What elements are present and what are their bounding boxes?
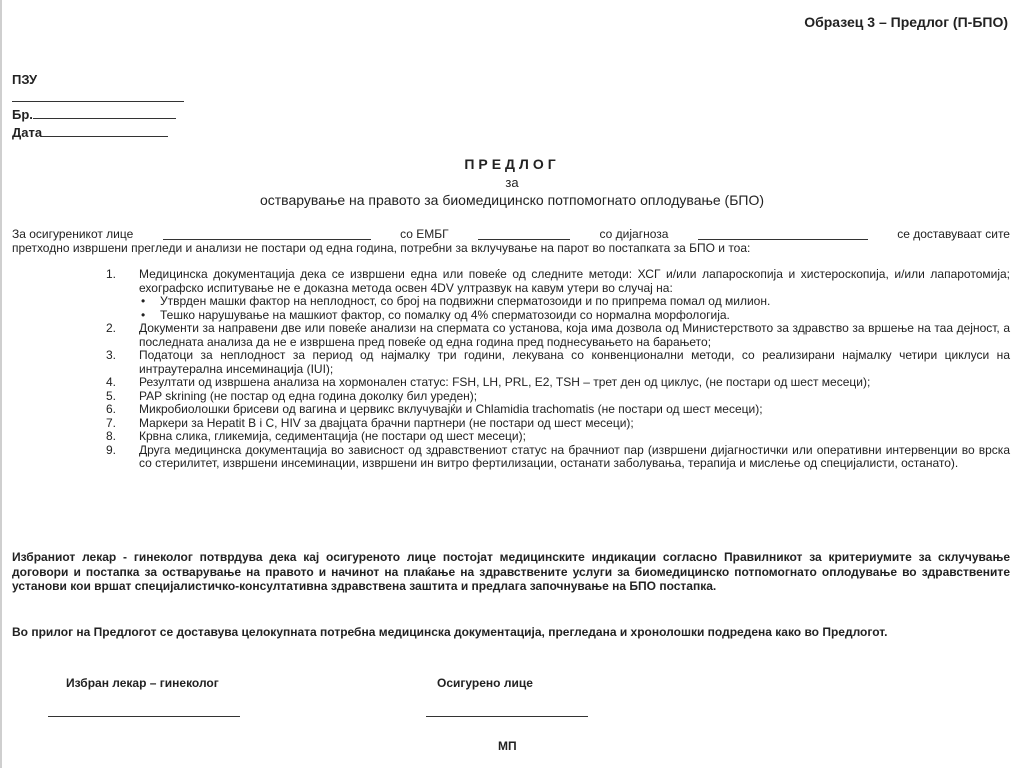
sub-item-text: Тешко нарушување на машкиот фактор, со помалку од 4% сперматозоиди со нормална морфологија. — [160, 307, 730, 322]
list-item — [106, 349, 1010, 376]
intro-second-line: претходно извршени прегледи и анализи не постари од една година, потребни за вклучување на парот во постапката за БПО и тоа: — [12, 241, 751, 255]
intro-part-1: За осигуреникот лице — [12, 227, 134, 241]
list-item — [106, 444, 1010, 471]
item-text: Медицинска документација дека се извршени една или повеќе од следните методи: ХСГ и/или лапароскопија и хистероскопија, и/или лапаротомија; ехографско испитување не е доказна метода освен 4DV ултразвук на кавум утери во случај на: — [139, 267, 1010, 295]
sub-list-item — [139, 295, 1010, 309]
title-for: за — [505, 175, 519, 190]
item-text: PAP skrining (не постар од една година доколку бил уреден); — [139, 388, 478, 403]
list-item — [106, 322, 1010, 349]
date-field — [12, 124, 168, 140]
date-blank — [42, 124, 168, 137]
item-number: 2. — [106, 321, 117, 335]
item-text: Документи за направени две или повеќе анализи на спермата со установа, која има дозвола од Министерството за здравство за вршење на таа дејност, а последната анализа да не е извршена пред повеќе од една година пред поднесувањето на барањето; — [139, 321, 1010, 349]
page-edge — [0, 0, 2, 768]
list-item — [106, 268, 1010, 322]
intro-part-4: се доставуваат сите — [897, 227, 1010, 241]
bullet: • — [141, 294, 146, 308]
stamp-label: МП — [498, 739, 517, 753]
number-label: Бр. — [12, 107, 33, 122]
item-number: 3. — [106, 348, 117, 362]
item-number: 6. — [106, 402, 117, 416]
intro-paragraph — [12, 227, 1010, 255]
doctor-signature-label: Избран лекар – гинеколог — [66, 676, 219, 690]
document-title: ПРЕДЛОГ — [464, 156, 560, 172]
institution-label: ПЗУ — [12, 72, 38, 87]
embg-blank — [478, 227, 570, 240]
intro-part-2: со ЕМБГ — [400, 227, 449, 241]
sub-list — [139, 295, 1010, 322]
doctor-confirmation-paragraph: Избраниот лекар - гинеколог потврдува дека кај осигуреното лице постојат медицинските индикации согласно Правилникот за критериумите за склучување договори и постапка за остварување на правото и начинот на плаќање на здравствените услуги за биомедицинско потпомогнато оплодување во здравствените установи кои вршат специјалистичко-консултативна здравствена заштита и предлага започнување на БПО постапка. — [12, 550, 1010, 593]
institution-blank-line — [12, 101, 184, 102]
number-blank — [33, 106, 176, 119]
list-item — [106, 417, 1010, 431]
list-item — [106, 390, 1010, 404]
document-list — [106, 268, 1010, 471]
item-number: 9. — [106, 442, 117, 457]
item-text: Податоци за неплодност за период од најмалку три години, лекувана со конвенционални методи, со реализирани најмалку четири циклуси на интраутерална инсеминација (IUI); — [139, 348, 1010, 376]
item-number: 8. — [106, 429, 117, 443]
doctor-signature-line — [48, 716, 240, 717]
item-text: Крвна слика, гликемија, седиментација (не постари од шест месеци); — [139, 429, 526, 443]
item-number: 7. — [106, 415, 117, 430]
item-number: 5. — [106, 388, 117, 403]
item-text: Микробиолошки брисеви од вагина и цервикс вклучувајќи и Chlamidia trachomatis (не постари од шест месеци); — [139, 402, 763, 416]
date-label: Дата — [12, 125, 43, 140]
item-text: Друга медицинска документација во зависност од здравствениот статус на брачниот пар (извршени дијагностички или оперативни интервенции во врска со стерилитет, извршени инсеминации, извршени ин витро фертилизации, останати заболувања, терапија и мислење од специјалисти, останато). — [139, 442, 1010, 470]
document-subtitle: остварување на правото за биомедицинско потпомогнато оплодување (БПО) — [259, 192, 765, 208]
list-item — [106, 403, 1010, 417]
number-field — [12, 106, 176, 122]
insured-blank — [163, 227, 371, 240]
intro-part-3: со дијагноза — [599, 227, 669, 241]
insured-signature-line — [426, 716, 588, 717]
list-item — [106, 376, 1010, 390]
item-text: Резултати од извршена анализа на хормонален статус: FSH, LH, PRL, E2, TSH – трет ден од циклус, (не постари од шест месеци); — [139, 375, 871, 389]
item-text: Маркери за Hepatit B i C, HIV за двајцата брачни партнери (не постари од шест месеци); — [139, 415, 634, 430]
attachment-paragraph: Во прилог на Предлогот се доставува целокупната потребна медицинска документација, прегледана и хронолошки подредена како во Предлогот. — [12, 625, 888, 639]
item-number: 1. — [106, 267, 117, 281]
insured-signature-label: Осигурено лице — [437, 676, 533, 690]
diagnosis-blank — [698, 227, 868, 240]
item-number: 4. — [106, 375, 117, 389]
list-item — [106, 430, 1010, 444]
sub-list-item — [139, 309, 1010, 323]
bullet: • — [141, 307, 146, 322]
form-id: Образец 3 – Предлог (П-БПО) — [804, 14, 1008, 30]
intro-first-line — [12, 227, 1010, 241]
sub-item-text: Утврден машки фактор на неплодност, со број на подвижни сперматозоиди и по припрема помал од милион. — [160, 294, 771, 308]
